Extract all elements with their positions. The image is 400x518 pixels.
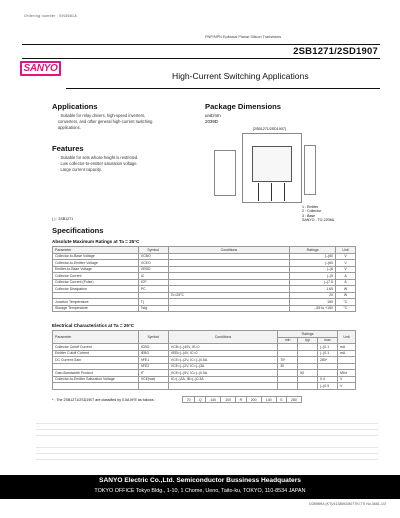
table-cell: 140 <box>206 397 221 403</box>
table-cell: IC <box>138 273 168 280</box>
pin-item: 1 : Emitter <box>302 205 319 209</box>
rank-table <box>182 396 302 403</box>
table-cell: VCB=(–)40V, IE=0 <box>168 344 277 351</box>
sanyo-logo <box>20 61 61 76</box>
package-body <box>252 146 292 182</box>
table-cell: ICP <box>138 279 168 286</box>
table-cell: Collector-to-Emitter Saturation Voltage <box>53 376 139 383</box>
table-cell: (–)0.1 <box>318 344 338 351</box>
disclaimer-line <box>36 447 378 448</box>
features-list <box>58 155 138 173</box>
table-cell: 200 <box>246 397 261 403</box>
disclaimer-block-2 <box>36 436 378 456</box>
table-cell: V <box>336 253 356 260</box>
rank-note: * : The 2SB1271/2SD1907 are classified by 0.5A hFE as follows : <box>52 398 156 402</box>
table-cell: Collector Dissipation <box>53 286 139 293</box>
table-cell: MHz <box>337 370 355 377</box>
col-unit: Unit <box>336 247 356 254</box>
table-cell <box>298 383 318 390</box>
table-cell: hFE1 <box>138 357 168 364</box>
table-cell: fT <box>138 370 168 377</box>
elec-title: Electrical Characteristics at Ta = 25°C <box>52 323 135 328</box>
table-row <box>53 305 356 312</box>
list-item: · Suitable for relay drivers, high-speed inverters, <box>58 113 146 118</box>
table-cell <box>138 383 168 390</box>
table-cell: V <box>337 383 355 390</box>
table-cell: Collector Current (Pulse) <box>53 279 139 286</box>
table-cell: IC=(–)3A, IB=(–)0.3A <box>168 376 277 383</box>
table-row <box>183 397 302 403</box>
table-cell: Junction Temperature <box>53 299 139 306</box>
table-cell: V <box>336 260 356 267</box>
col-parameter: Parameter <box>53 247 139 254</box>
applications-heading: Applications <box>52 102 98 111</box>
table-cell: (–)6 <box>290 266 336 273</box>
list-item: converters, and other general high-current switching <box>58 119 153 124</box>
divider-top <box>22 44 380 45</box>
elec-table <box>52 330 356 390</box>
table-cell: W <box>336 286 356 293</box>
logo-text: SANYO <box>23 63 58 74</box>
table-cell: hFE2 <box>138 363 168 370</box>
table-cell <box>168 383 277 390</box>
abs-max-title: Absolute Maximum Ratings at Ta = 25°C <box>52 239 140 244</box>
table-cell: Emitter Cutoff Current <box>53 350 139 357</box>
package-end-view <box>304 145 316 195</box>
ordering-number: Ordering number : EN3681A <box>24 14 78 18</box>
pin-item: 2 : Collector <box>302 209 322 214</box>
table-cell: 150 <box>290 299 336 306</box>
table-cell: S <box>276 397 286 403</box>
applications-list <box>58 113 152 131</box>
table-cell: VEB=(–)4V, IC=0 <box>168 350 277 357</box>
table-cell: Collector-to-Emitter Voltage <box>53 260 139 267</box>
table-cell: IEBO <box>138 350 168 357</box>
table-cell: Collector-to-Base Voltage <box>53 253 139 260</box>
lead-3 <box>284 183 285 201</box>
part-number: 2SB1271/2SD1907 <box>293 46 378 57</box>
table-row <box>53 383 356 390</box>
table-cell: –55 to +150 <box>290 305 336 312</box>
pin-legend <box>302 205 335 223</box>
col-parameter: Parameter <box>53 331 139 344</box>
table-cell: (–)5 <box>290 273 336 280</box>
package-name: SANYO : TO-220ML <box>302 218 335 223</box>
table-cell: Emitter-to-Base Voltage <box>53 266 139 273</box>
document-title: High-Current Switching Applications <box>172 71 309 81</box>
features-heading: Features <box>52 144 84 153</box>
table-cell: VCEO <box>138 260 168 267</box>
table-cell: 50 <box>298 370 318 377</box>
disclaimer-line <box>36 423 378 424</box>
table-cell: Tc=25°C <box>168 292 289 299</box>
divider-title <box>66 88 380 89</box>
table-cell: 70* <box>278 357 298 364</box>
table-cell: 70 <box>183 397 195 403</box>
abs-max-table <box>52 246 356 312</box>
lead-1 <box>258 183 259 201</box>
table-cell: A <box>336 273 356 280</box>
table-cell: VCBO <box>138 253 168 260</box>
disclaimer-line <box>36 453 378 454</box>
col-max: max <box>318 337 338 344</box>
device-type-line: PNP/NPN Epitaxial Planar Silicon Transistors <box>205 35 282 39</box>
list-item: · Suitable for sets whose height is restricted. <box>58 155 139 160</box>
table-cell: Tj <box>138 299 168 306</box>
list-item: applications. <box>58 125 81 130</box>
table-cell: Collector Cutoff Current <box>53 344 139 351</box>
table-cell <box>168 305 289 312</box>
table-cell: 280* <box>318 357 338 364</box>
table-cell: (–)0.5 <box>318 383 338 390</box>
table-cell: DC Current Gain <box>53 357 139 364</box>
table-cell: mA <box>337 344 355 351</box>
package-heading: Package Dimensions <box>205 102 281 111</box>
table-cell: 30 <box>278 363 298 370</box>
table-cell: (–)60 <box>290 253 336 260</box>
table-cell: Tstg <box>138 305 168 312</box>
table-cell: VCE=(–)2V, IC=(–)3A <box>168 363 277 370</box>
table-cell: 0.4 <box>318 376 338 383</box>
col-ratings: Ratings <box>278 331 338 338</box>
pin-item: 3 : Base <box>302 213 316 218</box>
col-conditions: Conditions <box>168 331 277 344</box>
table-cell: 20 <box>290 292 336 299</box>
table-cell <box>278 383 298 390</box>
table-cell: A <box>336 279 356 286</box>
table-cell: VCE(sat) <box>138 376 168 383</box>
disclaimer-line <box>36 429 378 430</box>
table-cell: VEBO <box>138 266 168 273</box>
col-ratings: Ratings <box>290 247 336 254</box>
table-cell: 140 <box>261 397 276 403</box>
part-note: ( ) : 2SB1271 <box>52 217 74 221</box>
table-cell: (–)0.1 <box>318 350 338 357</box>
table-cell: °C <box>336 299 356 306</box>
table-cell: VCE=(–)5V, IC=(–)0.5A <box>168 370 277 377</box>
table-cell: (–)60 <box>290 260 336 267</box>
table-cell: ICBO <box>138 344 168 351</box>
table-cell: Storage Temperature <box>53 305 139 312</box>
list-item: · Low collector-to-emitter saturation voltage. <box>58 161 138 166</box>
table-cell: V <box>336 266 356 273</box>
col-unit: Unit <box>337 331 355 344</box>
table-cell: Gain-Bandwidth Product <box>53 370 139 377</box>
table-cell: R <box>236 397 246 403</box>
table-cell: (–)7.5 <box>290 279 336 286</box>
package-unit: unit:mm <box>205 113 221 118</box>
table-cell: mA <box>337 350 355 357</box>
package-drawing-label: [2SB1271/2SD1907] <box>253 127 286 131</box>
table-cell: W <box>336 292 356 299</box>
package-side-view <box>214 150 236 196</box>
table-cell <box>53 383 139 390</box>
table-cell: V <box>337 376 355 383</box>
table-cell: Collector Current <box>53 273 139 280</box>
table-cell: 1.65 <box>290 286 336 293</box>
disclaimer-line <box>36 459 378 460</box>
lead-2 <box>271 183 272 201</box>
col-min: min <box>278 337 298 344</box>
footer-company: SANYO Electric Co.,Ltd. Semiconductor Bussiness Headquaters <box>99 477 301 484</box>
table-cell: Q <box>195 397 206 403</box>
col-symbol: Symbol <box>138 247 168 254</box>
table-cell: °C <box>336 305 356 312</box>
footer-address: TOKYO OFFICE Tokyo Bldg., 1-10, 1 Chome, Ueno, Taito-ku, TOKYO, 110-8534 JAPAN <box>94 488 306 494</box>
table-cell: PC <box>138 286 168 293</box>
table-cell: 280 <box>286 397 301 403</box>
specifications-heading: Specifications <box>52 226 104 235</box>
footer-code: O2898HA (KT)/4138MO/8077KI,TS No.3681-1/3 <box>308 502 386 506</box>
list-item: · Large current capacity. <box>58 167 102 172</box>
table-cell: 100 <box>221 397 236 403</box>
divider-mid <box>22 58 380 59</box>
col-conditions: Conditions <box>168 247 289 254</box>
col-symbol: Symbol <box>138 331 168 344</box>
package-code: 2039D <box>205 119 218 124</box>
table-cell: VCE=(–)2V, IC=(–)0.5A <box>168 357 277 364</box>
col-typ: typ <box>298 337 318 344</box>
